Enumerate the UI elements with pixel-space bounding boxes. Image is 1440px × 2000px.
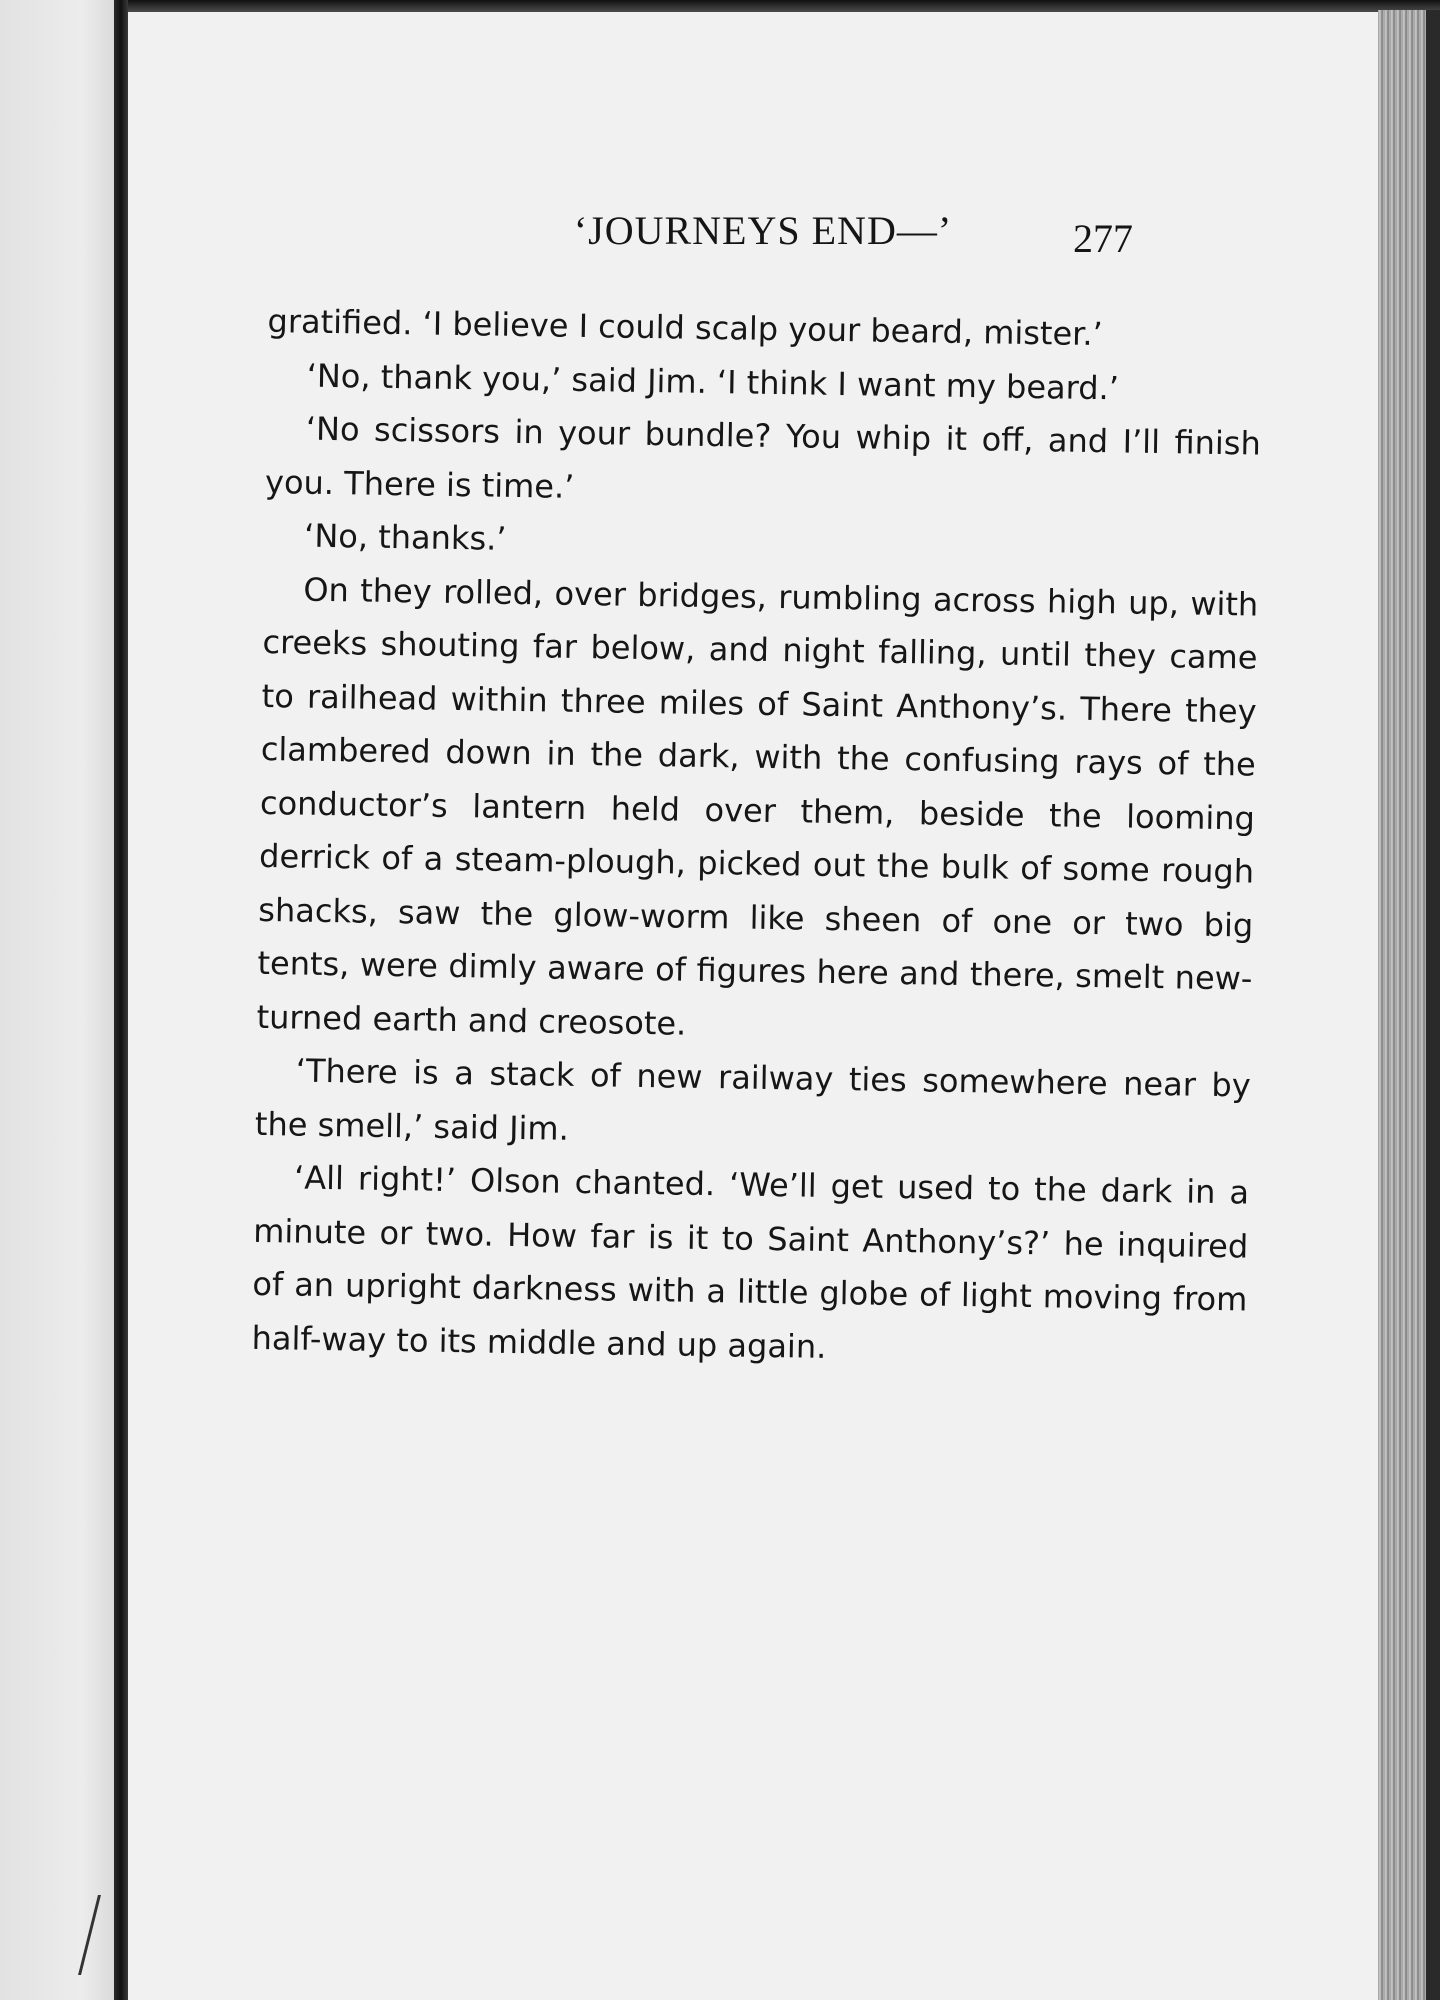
page-edges: [1378, 10, 1440, 2000]
book-page: [128, 12, 1378, 2000]
paragraph: gratified. ‘I believe I could scalp your beard, mister.’: [267, 301, 1104, 354]
book-gutter: [114, 0, 128, 2000]
paragraph: On they rolled, over bridges, rumbling across high up, with creeks shouting far below, and night falling, until they came to railhead within three miles of Saint Anthony’s. There they clambered down in the dark, with the confusing rays of the conductor’s lantern held over them, beside the looming derrick of a steam-plough, picked out the bulk of some rough shacks, saw the glow-worm like sheen of one or two big tents, were dimly aware of figures here and there, smelt new-turned earth and creosote.: [256, 570, 1259, 1043]
page-body: [251, 295, 1263, 1380]
paragraph: ‘There is a stack of new railway ties somewhere near by the smell,’ said Jim.: [254, 1051, 1252, 1148]
paragraph: ‘No, thank you,’ said Jim. ‘I think I want my beard.’: [306, 356, 1120, 407]
paragraph: ‘No scissors in your bundle? You whip it off, and I’ll finish you. There is time.’: [264, 409, 1262, 506]
running-title: ‘JOURNEYS END—’: [573, 208, 953, 253]
paragraph: ‘All right!’ Olson chanted. ‘We’ll get used to the dark in a minute or two. How far is it to Saint Anthony’s?’ he inquired of an upright darkness with a little globe of light moving from half-way to its middle and up again.: [251, 1158, 1250, 1366]
facing-page: [0, 0, 118, 2000]
page-number: 277: [1073, 216, 1133, 261]
paragraph: ‘No, thanks.’: [303, 516, 507, 558]
page-header: [128, 207, 1378, 267]
